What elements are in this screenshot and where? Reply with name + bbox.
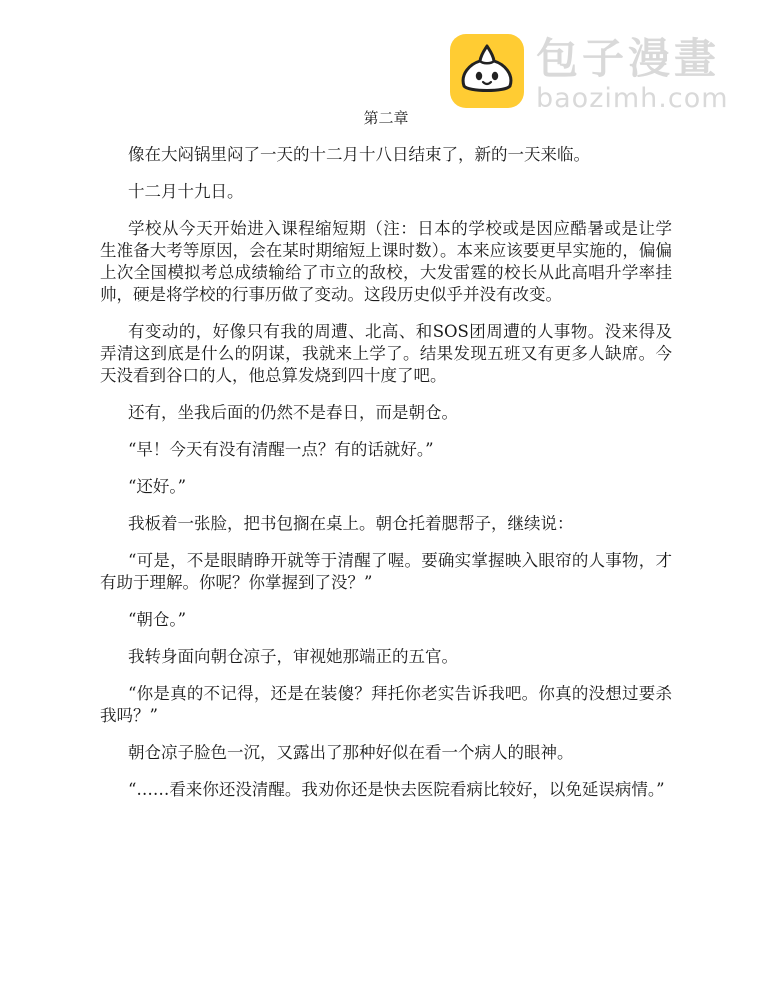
- paragraph: 学校从今天开始进入课程缩短期（注：日本的学校或是因应酷暑或是让学生准备大考等原因，会在某时期缩短上课时数）。本来应该要更早实施的，偏偏上次全国模拟考总成绩输给了市立的敌校，大发雷霆的校长从此高唱升学率挂帅，硬是将学校的行事历做了变动。这段历史似乎并没有改变。: [100, 219, 672, 304]
- paragraph: 像在大闷锅里闷了一天的十二月十八日结束了，新的一天来临。: [128, 145, 590, 164]
- paragraph: 还有，坐我后面的仍然不是春日，而是朝仓。: [128, 403, 458, 422]
- paragraph: “你是真的不记得，还是在装傻？拜托你老实告诉我吧。你真的没想过要杀我吗？”: [100, 684, 672, 725]
- paragraph: 我板着一张脸，把书包搁在桌上。朝仓托着腮帮子，继续说：: [128, 514, 574, 533]
- watermark-domain: baozimh.com: [536, 83, 729, 114]
- chapter-title: 第二章: [363, 109, 409, 127]
- paragraph: “朝仓。”: [128, 610, 187, 629]
- paragraph: “还好。”: [128, 477, 187, 496]
- document-page: [100, 106, 672, 816]
- paragraph: “早！今天有没有清醒一点？有的话就好。”: [128, 440, 434, 459]
- watermark-title: 包子漫畫: [536, 34, 721, 83]
- paragraph: 朝仓凉子脸色一沉，又露出了那种好似在看一个病人的眼神。: [128, 743, 574, 762]
- paragraph: 十二月十九日。: [128, 182, 244, 201]
- paragraph: “……看来你还没清醒。我劝你还是快去医院看病比较好，以免延误病情。”: [128, 780, 665, 799]
- bun-mascot-icon: [450, 34, 524, 108]
- watermark-logo: [450, 34, 750, 114]
- paragraph: “可是，不是眼睛睁开就等于清醒了喔。要确实掌握映入眼帘的人事物，才有助于理解。你呢？你掌握到了没？”: [100, 551, 672, 592]
- paragraph: 有变动的，好像只有我的周遭、北高、和SOS团周遭的人事物。没来得及弄清这到底是什么的阴谋，我就来上学了。结果发现五班又有更多人缺席。今天没看到谷口的人，他总算发烧到四十度了吧。: [100, 322, 672, 385]
- paragraph: 我转身面向朝仓凉子，审视她那端正的五官。: [128, 647, 458, 666]
